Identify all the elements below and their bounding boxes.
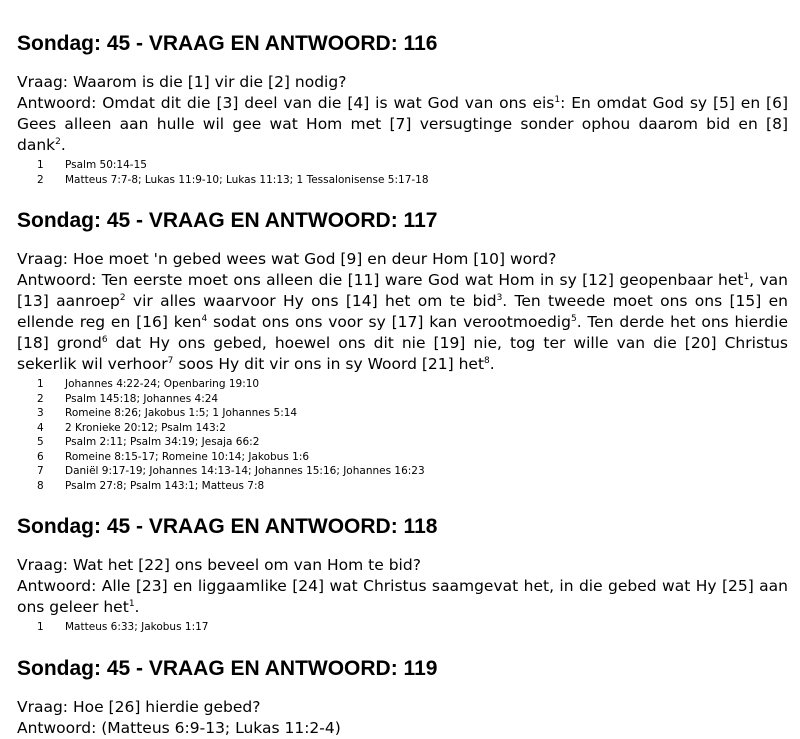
footnote-marker: 1: [128, 598, 135, 609]
section-title: Sondag: 45 - VRAAG EN ANTWOORD: 117: [17, 209, 438, 232]
reference-item: 1 Matteus 6:33; Jakobus 1:17: [37, 621, 209, 633]
reference-item: 4 2 Kronieke 20:12; Psalm 143:2: [37, 421, 226, 434]
reference-item: 3 Romeine 8:26; Jakobus 1:5; 1 Johannes 5:14: [37, 407, 298, 419]
reference-item: 2 Matteus 7:7-8; Lukas 11:9-10; Lukas 11:13; 1 Tessalonisense 5:17-18: [37, 173, 429, 186]
reference-item: 2 Psalm 145:18; Johannes 4:24: [37, 392, 219, 405]
answer-text: Antwoord: Omdat dit die [3] deel van die [4] is wat God van ons eis$^1$: En omdat God sy [5] en [6] Gees alleen aan hulle wil gee wat Hom met [7] versugtinge sonder ophou daarom bid en [8] dank$^2$.: [17, 94, 788, 154]
footnote-marker: 8: [484, 355, 490, 366]
footnote-marker: 5: [570, 313, 577, 324]
qa-section-119: [17, 655, 788, 739]
reference-item: 5 Psalm 2:11; Psalm 34:19; Jesaja 66:2: [37, 436, 260, 448]
answer-text: Antwoord: Ten eerste moet ons alleen die [11] ware God wat Hom in sy [12] geopenbaar het$^1$, van [13] aanroep$^2$ vir alles waarvoor Hy ons [14] het om te bid$^3$. Ten tweede moet ons ons [15] en ellende reg en [16] ken$^4$ sodat ons ons voor sy [17] kan verootmoedig$^5$. Ten derde het ons hierdie [18] grond$^6$ dat Hy ons gebed, hoewel ons dit nie [19] nie, tog ter wille van die [20] Christus sekerlik wil verhoor$^7$ soos Hy dit vir ons in sy Woord [21] het$^8$.: [17, 271, 788, 373]
qa-section-118: [17, 513, 788, 635]
question-text: Vraag: Hoe moet 'n gebed wees wat God [9] en deur Hom [10] word?: [17, 250, 557, 268]
footnote-marker: 4: [201, 313, 208, 324]
footnote-marker: 1: [554, 94, 561, 105]
reference-list: [17, 377, 788, 493]
qa-section-116: [17, 30, 788, 187]
question-text: Vraag: Hoe [26] hierdie gebed?: [17, 697, 261, 716]
reference-item: 7 Daniël 9:17-19; Johannes 14:13-14; Johannes 15:16; Johannes 16:23: [37, 465, 425, 477]
reference-item: 1 Johannes 4:22-24; Openbaring 19:10: [37, 378, 260, 390]
question-text: Vraag: Wat het [22] ons beveel om van Hom te bid?: [17, 556, 421, 574]
footnote-marker: 2: [119, 292, 126, 303]
reference-item: 8 Psalm 27:8; Psalm 143:1; Matteus 7:8: [37, 479, 265, 492]
reference-list: [17, 620, 788, 635]
section-title: Sondag: 45 - VRAAG EN ANTWOORD: 118: [17, 515, 438, 538]
section-title: Sondag: 45 - VRAAG EN ANTWOORD: 116: [17, 32, 438, 55]
answer-text: Antwoord: Alle [23] en liggaamlike [24] wat Christus saamgevat het, in die gebed wat Hy [25] aan ons geleer het$^1$.: [17, 577, 788, 616]
question-text: Vraag: Waarom is die [1] vir die [2] nodig?: [17, 73, 347, 91]
qa-section-117: [17, 207, 788, 493]
section-title: Sondag: 45 - VRAAG EN ANTWOORD: 119: [17, 656, 438, 680]
footnote-marker: 1: [743, 271, 750, 282]
footnote-marker: 6: [101, 334, 108, 345]
reference-item: 6 Romeine 8:15-17; Romeine 10:14; Jakobus 1:6: [37, 450, 310, 463]
reference-item: 1 Psalm 50:14-15: [37, 159, 147, 171]
footnote-marker: 7: [167, 355, 174, 366]
reference-list: [17, 158, 788, 187]
answer-text: Antwoord: (Matteus 6:9-13; Lukas 11:2-4): [17, 718, 341, 737]
footnote-marker: 2: [55, 136, 61, 147]
footnote-marker: 3: [496, 292, 503, 303]
